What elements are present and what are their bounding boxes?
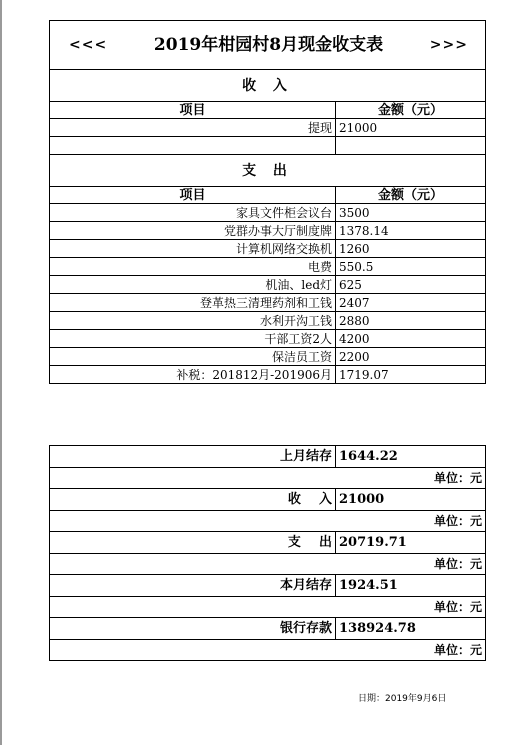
expense-item: 水利开沟工钱 xyxy=(50,312,336,330)
expense-col-item: 项目 xyxy=(50,187,336,204)
expense-amount: 4200 xyxy=(336,330,486,348)
expense-section-row xyxy=(50,155,486,187)
summary-value: 1644.22 xyxy=(336,446,486,468)
expense-amount: 625 xyxy=(336,276,486,294)
income-col-amount: 金额（元） xyxy=(336,102,486,119)
expense-amount: 1378.14 xyxy=(336,222,486,240)
expense-amount: 3500 xyxy=(336,204,486,222)
unit-row xyxy=(50,640,486,661)
expense-item: 保洁员工资 xyxy=(50,348,336,366)
next-link[interactable]: >>> xyxy=(429,37,468,53)
unit-row xyxy=(50,468,486,489)
expense-amount: 1719.07 xyxy=(336,366,486,384)
expense-item: 党群办事大厅制度牌 xyxy=(50,222,336,240)
unit-label: 单位：元 xyxy=(50,640,486,661)
summary-label: 收 入 xyxy=(50,489,336,511)
summary-row xyxy=(50,618,486,640)
page-title: 2019年柑园村8月现金收支表 xyxy=(153,34,384,55)
table-row xyxy=(50,119,486,137)
table-row xyxy=(50,366,486,384)
expense-amount: 550.5 xyxy=(336,258,486,276)
table-row xyxy=(50,222,486,240)
expense-header-row xyxy=(50,187,486,204)
expense-amount: 2407 xyxy=(336,294,486,312)
expense-item: 登革热三清理药剂和工钱 xyxy=(50,294,336,312)
income-section-title: 收 入 xyxy=(50,70,486,102)
page-left-border xyxy=(0,0,2,745)
summary-row xyxy=(50,532,486,554)
expense-section-title: 支 出 xyxy=(50,155,486,187)
summary-value: 21000 xyxy=(336,489,486,511)
unit-row xyxy=(50,511,486,532)
income-header-row xyxy=(50,102,486,119)
blank-row xyxy=(50,137,486,155)
expense-item: 电费 xyxy=(50,258,336,276)
summary-value: 138924.78 xyxy=(336,618,486,640)
table-row xyxy=(50,330,486,348)
expense-amount: 2880 xyxy=(336,312,486,330)
expense-amount: 2200 xyxy=(336,348,486,366)
summary-table xyxy=(49,445,486,661)
expense-item: 补税：201812月-201906月 xyxy=(50,366,336,384)
summary-row xyxy=(50,489,486,511)
summary-label: 上月结存 xyxy=(50,446,336,468)
expense-item: 干部工资2人 xyxy=(50,330,336,348)
summary-label: 支 出 xyxy=(50,532,336,554)
income-section-row xyxy=(50,70,486,102)
summary-row xyxy=(50,575,486,597)
unit-label: 单位：元 xyxy=(50,597,486,618)
expense-item: 机油、led灯 xyxy=(50,276,336,294)
table-row xyxy=(50,312,486,330)
table-row xyxy=(50,240,486,258)
table-row xyxy=(50,294,486,312)
summary-row xyxy=(50,446,486,468)
table-row xyxy=(50,348,486,366)
table-row xyxy=(50,204,486,222)
expense-item: 计算机网络交换机 xyxy=(50,240,336,258)
table-row xyxy=(50,276,486,294)
expense-item: 家具文件柜会议台 xyxy=(50,204,336,222)
summary-label: 本月结存 xyxy=(50,575,336,597)
income-amount: 21000 xyxy=(336,119,486,137)
summary-value: 20719.71 xyxy=(336,532,486,554)
date-label: 日期：2019年9月6日 xyxy=(358,694,447,704)
unit-row xyxy=(50,597,486,618)
summary-value: 1924.51 xyxy=(336,575,486,597)
summary-label: 银行存款 xyxy=(50,618,336,640)
income-col-item: 项目 xyxy=(50,102,336,119)
unit-label: 单位：元 xyxy=(50,554,486,575)
prev-link[interactable]: <<< xyxy=(69,37,108,53)
unit-label: 单位：元 xyxy=(50,511,486,532)
table-row xyxy=(50,258,486,276)
income-item: 提现 xyxy=(50,119,336,137)
unit-label: 单位：元 xyxy=(50,468,486,489)
unit-row xyxy=(50,554,486,575)
title-row xyxy=(50,21,486,70)
expense-col-amount: 金额（元） xyxy=(336,187,486,204)
expense-amount: 1260 xyxy=(336,240,486,258)
cash-table xyxy=(49,20,486,384)
